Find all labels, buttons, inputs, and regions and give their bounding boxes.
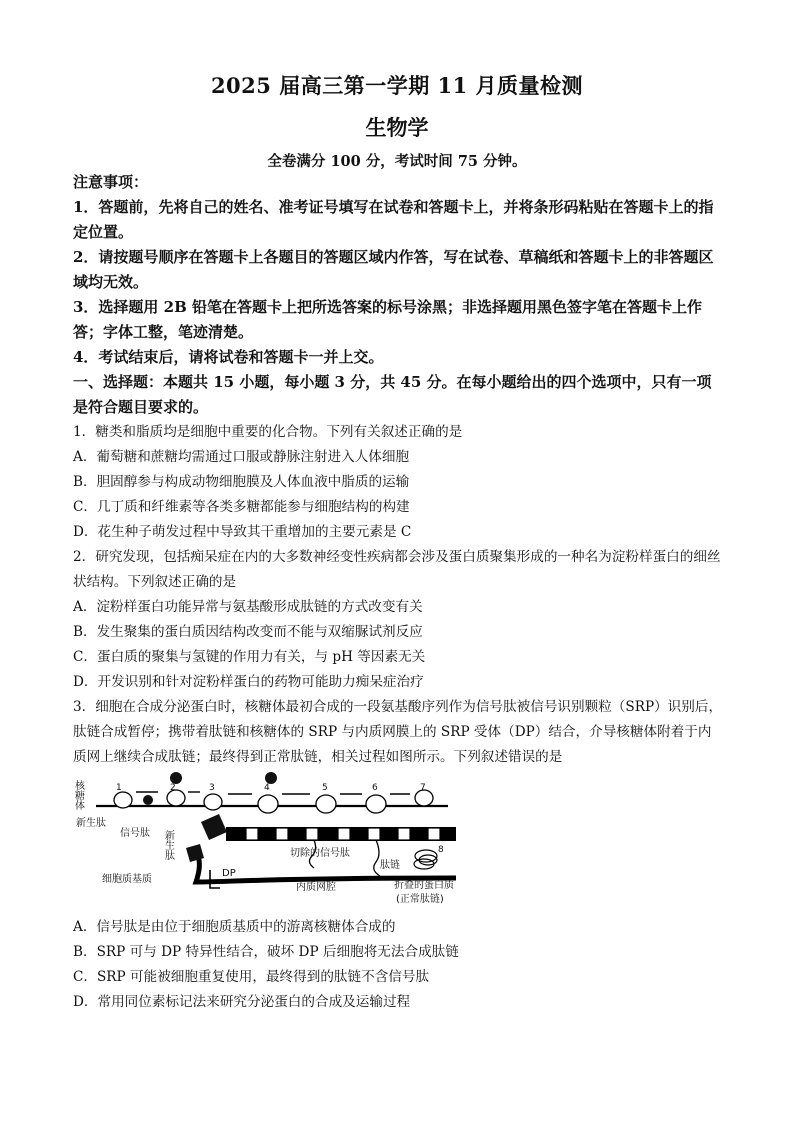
label-signal-peptide: 信号肽 (120, 828, 150, 839)
question-3-option-c: C．SRP 可能被细胞重复使用，最终得到的肽链不含信号肽 (73, 969, 430, 985)
question-2-option-c: C．蛋白质的聚集与氢键的作用力有关，与 pH 等因素无关 (73, 649, 426, 665)
question-1-option-a: A．葡萄糖和蔗糖均需通过口服或静脉注射进入人体细胞 (73, 449, 410, 465)
step-number: 3 (209, 783, 215, 793)
label-dp: DP (222, 868, 236, 879)
srp-dp-complex (201, 814, 227, 840)
question-3-option-b: B．SRP 可与 DP 特异性结合，破坏 DP 后细胞将无法合成肽链 (73, 944, 459, 960)
step-number: 4 (264, 783, 270, 793)
notice-item: 4．考试结束后，请将试卷和答题卡一并上交。 (73, 348, 384, 366)
step-number: 6 (372, 783, 378, 793)
label-er-lumen: 内质网腔 (296, 882, 336, 893)
exam-meta: 全卷满分 100 分，考试时间 75 分钟。 (267, 153, 527, 170)
label-peptide-chain: 肽链 (380, 860, 400, 871)
step-number: 7 (420, 783, 426, 793)
question-2-option-d: D．开发识别和针对淀粉样蛋白的药物可能助力痴呆症治疗 (73, 674, 424, 690)
question-2-stem: 2．研究发现，包括痴呆症在内的大多数神经变性疾病都会涉及蛋白质聚集形成的一种名为淀粉样蛋白的细丝状结构。下列叙述正确的是 (73, 549, 721, 590)
srp-particle (143, 795, 153, 805)
step-number: 2 (170, 783, 176, 793)
page-title: 2025 届高三第一学期 11 月质量检测 (210, 73, 584, 98)
question-2-option-b: B．发生聚集的蛋白质因结构改变而不能与双缩脲试剂反应 (73, 624, 423, 640)
label-folded-protein: 折叠的蛋白质 (394, 880, 454, 891)
label-new-peptide-vertical: 新生肽 (162, 830, 174, 860)
ribosome-3 (204, 794, 222, 810)
label-new-peptide: 新生肽 (76, 818, 106, 829)
ribosome-5 (316, 795, 336, 813)
notice-item: 2．请按题号顺序在答题卡上各题目的答题区域内作答，写在试卷、草稿纸和答题卡上的非答题区域均无效。 (73, 248, 714, 291)
question-1-option-c: C．几丁质和纤维素等各类多糖都能参与细胞结构的构建 (73, 499, 410, 515)
srp-pathway-figure (72, 770, 468, 912)
question-3-stem: 3．细胞在合成分泌蛋白时，核糖体最初合成的一段氨基酸序列作为信号肽被信号识别颗粒（SRP）识别后，肽链合成暂停；携带着肽链和核糖体的 SRP 与内质网膜上的 SRP 受体（DP）结合，介导核糖体附着于内质网上继续合成肽链；最终得到正常肽链，相关过程如图所示。下列叙述错误的是 (73, 699, 723, 765)
folded-protein-coil (414, 850, 437, 869)
ribosome-1 (114, 792, 132, 808)
question-3-option-d: D．常用同位素标记法来研究分泌蛋白的合成及运输过程 (73, 994, 411, 1010)
step-number: 1 (116, 783, 122, 793)
label-normal-chain: (正常肽链) (396, 894, 444, 905)
question-2-option-a: A．淀粉样蛋白功能异常与氨基酸形成肽链的方式改变有关 (73, 599, 423, 615)
label-cytoplasm: 细胞质基质 (102, 874, 152, 885)
notice-heading: 注意事项： (73, 173, 149, 191)
label-cut-signal: 切除的信号肽 (290, 848, 350, 859)
subject-title: 生物学 (365, 115, 429, 140)
step-number: 8 (438, 845, 444, 855)
label-ribosome-1: 核糖体 (72, 780, 84, 810)
notice-item: 3．选择题用 2B 铅笔在答题卡上把所选答案的标号涂黑；非选择题用黑色签字笔在答题卡上作答；字体工整，笔迹清楚。 (73, 298, 703, 341)
ribosome-4 (258, 795, 278, 813)
question-1-option-d: D．花生种子萌发过程中导致其干重增加的主要元素是 C (73, 524, 412, 540)
section-heading: 一、选择题：本题共 15 小题，每小题 3 分，共 45 分。在每小题给出的四个选项中，只有一项是符合题目要求的。 (73, 373, 712, 416)
ribosome-6 (366, 795, 386, 813)
notice-item: 1．答题前，先将自己的姓名、准考证号填写在试卷和答题卡上，并将条形码粘贴在答题卡上的指定位置。 (73, 198, 714, 241)
question-1-stem: 1．糖类和脂质均是细胞中重要的化合物。下列有关叙述正确的是 (73, 424, 463, 440)
question-3-option-a: A．信号肽是由位于细胞质基质中的游离核糖体合成的 (73, 919, 396, 935)
step-number: 5 (322, 783, 328, 793)
question-1-option-b: B．胆固醇参与构成动物细胞膜及人体血液中脂质的运输 (73, 474, 410, 490)
